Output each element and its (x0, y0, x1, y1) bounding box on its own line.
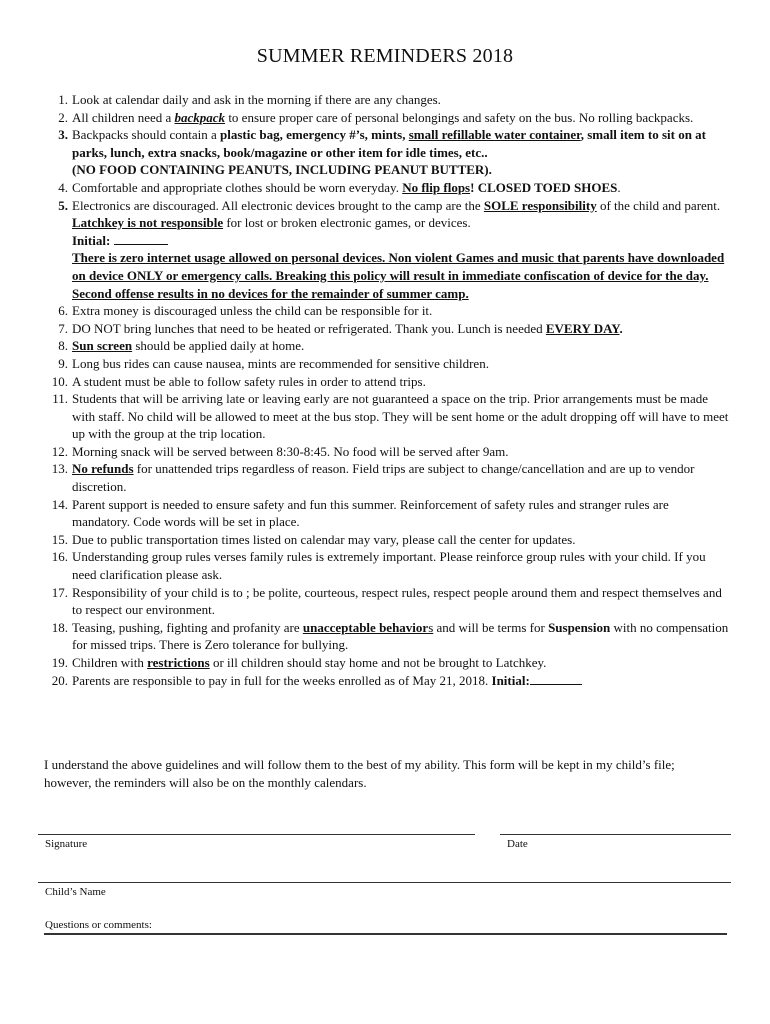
text-run: Responsibility of your child is to ; be polite, courteous, respect rules, respect people around them and respect themselves and to respect our environment. (72, 584, 722, 618)
initial-blank[interactable] (530, 672, 582, 685)
list-item-text (72, 531, 729, 549)
list-item (44, 373, 729, 391)
text-run: All children need a (72, 109, 175, 125)
list-item (44, 496, 729, 531)
questions-line[interactable] (44, 933, 727, 935)
list-item (44, 337, 729, 355)
child-name-line[interactable] (38, 882, 731, 883)
list-item-text (72, 91, 729, 109)
text-run: , small item to sit on at parks, lunch, extra snacks, book/magazine or other item for idle times, etc.. (72, 127, 707, 160)
text-run: Children with (72, 655, 148, 670)
text-run: DO NOT bring lunches that need to be heated or refrigerated. Thank you. Lunch is needed (72, 320, 546, 336)
list-item-text (72, 619, 729, 654)
date-label: Date (507, 838, 528, 850)
list-item (44, 197, 729, 303)
child-name-label: Child’s Name (45, 886, 106, 898)
list-item-number: 11. (52, 391, 68, 407)
text-run: Extra money is discouraged unless the child can be responsible for it. (72, 303, 433, 319)
list-item-number: 17. (51, 584, 68, 600)
list-item-number: 6. (58, 303, 68, 319)
text-run: Sun screen (72, 338, 133, 354)
list-item-number: 19. (51, 655, 68, 670)
text-run: s (428, 619, 434, 635)
list-item (44, 320, 729, 338)
text-run: SOLE responsibility (483, 197, 597, 213)
list-item-number: 13. (51, 461, 68, 477)
list-item-text (72, 320, 729, 338)
list-item (44, 531, 729, 549)
text-run: Parents are responsible to pay in full for the weeks enrolled as of May 21, 2018. (72, 672, 492, 688)
list-item (44, 302, 729, 320)
text-run: No refunds (72, 461, 134, 477)
list-item (44, 355, 729, 373)
text-run: EVERY DAY (545, 320, 620, 336)
text-run: Teasing, pushing, fighting and profanity are (72, 619, 303, 635)
list-item-text (72, 302, 729, 320)
text-run: . (619, 320, 623, 336)
signature-line[interactable] (38, 834, 475, 835)
list-item-number: 15. (51, 531, 68, 547)
list-item-text (72, 373, 729, 391)
list-item (44, 390, 729, 443)
questions-label: Questions or comments: (45, 919, 152, 931)
list-item-text (72, 548, 729, 583)
text-run: restrictions (147, 655, 210, 670)
text-run: Initial: (491, 672, 530, 688)
text-run: with no compensation for missed trips. There is Zero tolerance for bullying. (72, 619, 729, 653)
text-run: unacceptable behavior (302, 619, 429, 635)
list-item-number: 1. (58, 92, 68, 107)
text-run: for lost or broken electronic games, or devices. (223, 215, 471, 231)
text-run: (NO FOOD CONTAINING PEANUTS, INCLUDING PEANUT BUTTER). (72, 162, 492, 178)
list-item-text (72, 443, 729, 461)
list-item-number: 10. (51, 373, 68, 389)
text-run: Due to public transportation times listed on calendar may vary, please call the center for updates. (72, 531, 576, 547)
list-item (44, 460, 729, 495)
text-run: Students that will be arriving late or leaving early are not guaranteed a space on the trip. Prior arrangements must be made with staff. No child will be allowed to meet at the bus stop. They will be sent home or the adult dropping off will have to meet up with the group at the trip location. (72, 391, 729, 442)
list-item-number: 9. (58, 355, 68, 371)
text-run: should be applied daily at home. (132, 338, 305, 354)
list-item (44, 654, 729, 672)
list-item-number: 18. (51, 619, 68, 635)
text-run: Electronics are discouraged. All electronic devices brought to the camp are the (72, 197, 484, 213)
text-run: Parent support is needed to ensure safety and fun this summer. Reinforcement of safety rules and stranger rules are mandatory. Code words will be set in place. (72, 496, 669, 530)
text-run: . (617, 179, 621, 195)
list-item-text (72, 460, 729, 495)
list-item-number: 12. (51, 443, 68, 459)
text-run: and will be terms for (433, 619, 549, 635)
list-item (44, 548, 729, 583)
text-run: Morning snack will be served between 8:30-8:45. No food will be served after 9am. (72, 443, 509, 459)
signature-label: Signature (45, 838, 88, 850)
list-item-number: 2. (58, 109, 68, 125)
list-item-text (72, 390, 729, 443)
list-item (44, 584, 729, 619)
list-item-text (72, 672, 729, 690)
list-item-text (72, 496, 729, 531)
text-run: for unattended trips regardless of reason. Field trips are subject to change/cancellation and are up to vendor discretion. (72, 461, 695, 495)
list-item (44, 109, 729, 127)
list-item-text (72, 197, 729, 303)
list-item-number: 14. (51, 496, 68, 512)
document-title: SUMMER REMINDERS 2018 (256, 45, 514, 67)
list-item-number: 8. (58, 338, 68, 354)
text-run: to ensure proper care of personal belongings and safety on the bus. No rolling backpacks. (225, 109, 694, 125)
list-item-text (72, 126, 729, 179)
list-item-text (72, 337, 729, 355)
text-run: plastic bag, emergency #’s, mints, (220, 127, 409, 143)
list-item (44, 443, 729, 461)
list-item-text (72, 179, 729, 197)
text-run: Suspension (548, 619, 611, 635)
text-run: Backpacks should contain a (72, 127, 221, 143)
list-item-text (72, 109, 729, 127)
text-run: Long bus rides can cause nausea, mints are recommended for sensitive children. (72, 355, 489, 371)
list-item-text (72, 355, 729, 373)
list-item-number: 3. (58, 127, 68, 143)
list-item (44, 619, 729, 654)
list-item (44, 91, 729, 109)
date-line[interactable] (500, 834, 731, 835)
list-item-number: 4. (58, 179, 68, 195)
text-run: Look at calendar daily and ask in the morning if there are any changes. (72, 92, 441, 107)
text-run: Comfortable and appropriate clothes should be worn everyday. (72, 179, 403, 195)
text-run: Latchkey is not responsible (72, 215, 224, 231)
text-run: small refillable water container (408, 127, 581, 143)
text-run: Understanding group rules verses family rules is extremely important. Please reinforce group rules with your child. If you need clarification please ask. (72, 549, 706, 583)
text-run: or ill children should stay home and not be brought to Latchkey. (209, 655, 547, 670)
list-item-text (72, 654, 729, 672)
list-item (44, 126, 729, 179)
initial-blank[interactable] (114, 232, 168, 245)
reminders-list (44, 91, 729, 689)
list-item-number: 5. (58, 197, 68, 213)
list-item-number: 16. (51, 549, 68, 565)
text-run: Initial: (72, 232, 114, 248)
text-run: backpack (174, 109, 226, 125)
text-run: ! CLOSED TOED SHOES (470, 179, 618, 195)
list-item-text (72, 584, 729, 619)
text-run: A student must be able to follow safety rules in order to attend trips. (72, 373, 426, 389)
list-item (44, 179, 729, 197)
text-run: There is zero internet usage allowed on personal devices. Non violent Games and music that parents have downloaded on device ONLY or emergency calls. Breaking this policy will result in immediate confiscation of device for the day. Second offense results in no devices for the remainder of summer camp. (72, 250, 725, 301)
list-item-number: 7. (58, 320, 68, 336)
text-run: No flip flops (402, 179, 471, 195)
agreement-paragraph: I understand the above guidelines and will follow them to the best of my ability. This form will be kept in my child’s file; however, the reminders will also be on the monthly calendars. (44, 757, 675, 790)
list-item (44, 672, 729, 690)
text-run: of the child and parent. (596, 197, 721, 213)
list-item-number: 20. (51, 672, 68, 688)
